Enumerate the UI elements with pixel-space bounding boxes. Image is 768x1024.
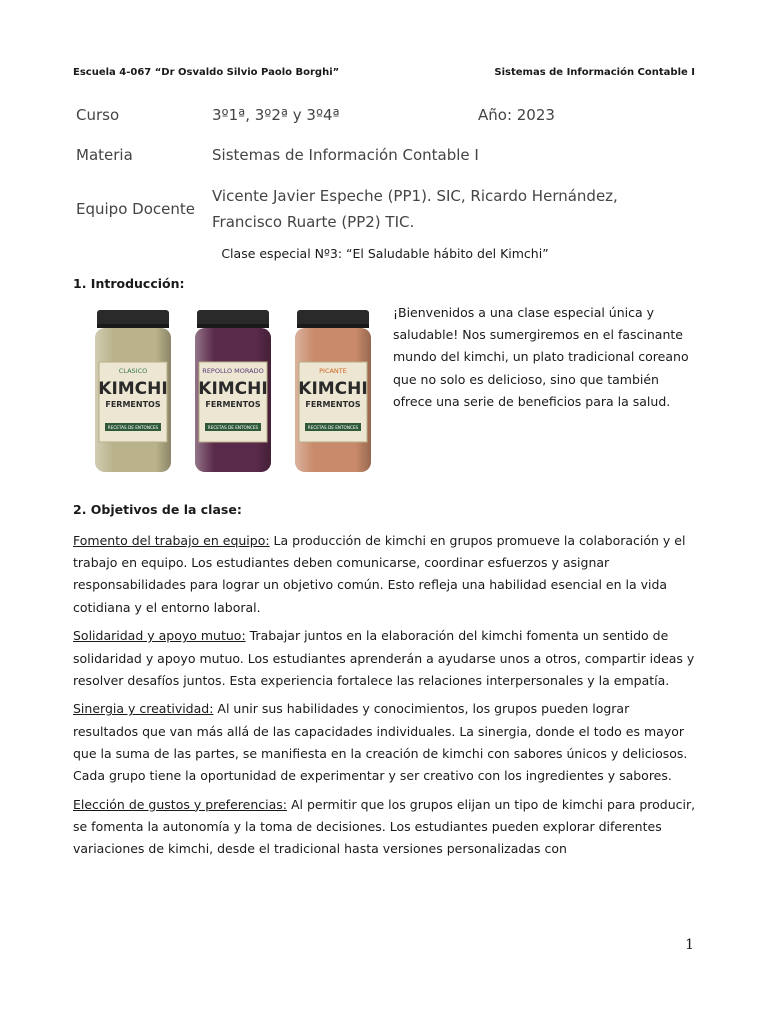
section-heading-introduction: 1. Introducción: xyxy=(73,276,185,291)
objective-paragraph xyxy=(73,698,697,787)
svg-text:KIMCHI: KIMCHI xyxy=(198,379,268,399)
subject-value: Sistemas de Información Contable I xyxy=(212,146,479,164)
svg-text:FERMENTOS: FERMENTOS xyxy=(205,400,261,409)
objective-text: Al permitir que los grupos elijan un tipo de kimchi para producir, se fomenta la autonomía y la toma de decisiones. Los estudiantes pueden explorar diferentes variaciones de kimchi, desde el tradicional hasta versiones personalizadas con xyxy=(73,796,696,857)
page-header xyxy=(73,67,695,78)
kimchi-jars-image xyxy=(83,306,383,480)
svg-text:CLASICO: CLASICO xyxy=(118,367,148,375)
jar-clasico xyxy=(95,310,171,472)
svg-text:REPOLLO MORADO: REPOLLO MORADO xyxy=(202,367,264,375)
year-value: Año: 2023 xyxy=(478,106,555,124)
svg-text:RECETAS DE ENTONCES: RECETAS DE ENTONCES xyxy=(307,425,359,430)
school-name: Escuela 4-067 “Dr Osvaldo Silvio Paolo Borghi” xyxy=(73,67,340,78)
objective-paragraph xyxy=(73,794,697,861)
course-row xyxy=(76,98,696,132)
section-heading-objectives: 2. Objetivos de la clase: xyxy=(73,502,242,517)
svg-text:FERMENTOS: FERMENTOS xyxy=(305,400,361,409)
objective-term: Solidaridad y apoyo mutuo: xyxy=(73,628,246,644)
team-line-2: Francisco Ruarte (PP2) TIC. xyxy=(212,213,415,231)
introduction-text: ¡Bienvenidos a una clase especial única y saludable! Nos sumergiremos en el fascinante mundo del kimchi, un plato tradicional coreano que no solo es delicioso, sino que también ofrece una serie de beneficios para la salud. xyxy=(393,305,689,409)
objective-text: Al unir sus habilidades y conocimientos, los grupos pueden lograr resultados que van más allá de las capacidades individuales. La sinergia, donde el todo es mayor que la suma de las partes, se manifiesta en la creación de kimchi con sabores únicos y deliciosos. Cada grupo tiene la oportunidad de experimentar y ser creativo con los ingredientes y sabores. xyxy=(73,701,688,784)
svg-text:RECETAS DE ENTONCES: RECETAS DE ENTONCES xyxy=(207,425,259,430)
svg-text:KIMCHI: KIMCHI xyxy=(298,379,368,399)
svg-text:RECETAS DE ENTONCES: RECETAS DE ENTONCES xyxy=(107,425,159,430)
jar-picante xyxy=(295,310,371,472)
subject-label: Materia xyxy=(76,146,133,164)
objective-term: Sinergia y creatividad: xyxy=(73,701,214,717)
header-subject: Sistemas de Información Contable I xyxy=(494,67,695,78)
svg-text:PICANTE: PICANTE xyxy=(319,367,347,375)
objectives-list xyxy=(73,530,697,867)
objective-term: Fomento del trabajo en equipo: xyxy=(73,533,270,548)
page-number: 1 xyxy=(685,937,694,953)
team-line-1: Vicente Javier Espeche (PP1). SIC, Ricardo Hernández, xyxy=(212,187,618,205)
objective-paragraph xyxy=(73,530,697,619)
team-row xyxy=(76,178,696,240)
objective-text: La producción de kimchi en grupos promueve la colaboración y el trabajo en equipo. Los estudiantes deben comunicarse, coordinar esfuerzos y asignar responsabilidades para lograr un objetivo común. Esto refleja una habilidad esencial en la vida cotidiana y el entorno laboral. xyxy=(73,533,686,615)
course-info-table xyxy=(76,98,696,240)
svg-text:FERMENTOS: FERMENTOS xyxy=(105,400,161,409)
team-label: Equipo Docente xyxy=(76,200,195,218)
course-label: Curso xyxy=(76,106,120,124)
class-title: Clase especial Nº3: “El Saludable hábito del Kimchi” xyxy=(221,246,549,261)
jar-repollo-morado xyxy=(195,310,271,472)
objective-paragraph xyxy=(73,625,697,692)
subject-row xyxy=(76,132,696,178)
team-value xyxy=(212,183,696,235)
svg-text:KIMCHI: KIMCHI xyxy=(98,379,168,399)
course-value: 3º1ª, 3º2ª y 3º4ª xyxy=(212,106,340,124)
objective-text: Trabajar juntos en la elaboración del kimchi fomenta un sentido de solidaridad y apoyo mutuo. Los estudiantes aprenderán a ayudarse unos a otros, compartir ideas y resolver desafíos juntos. Esta experiencia fortalece las relaciones interpersonales y la empatía. xyxy=(73,628,695,688)
objective-term: Elección de gustos y preferencias: xyxy=(73,796,287,812)
